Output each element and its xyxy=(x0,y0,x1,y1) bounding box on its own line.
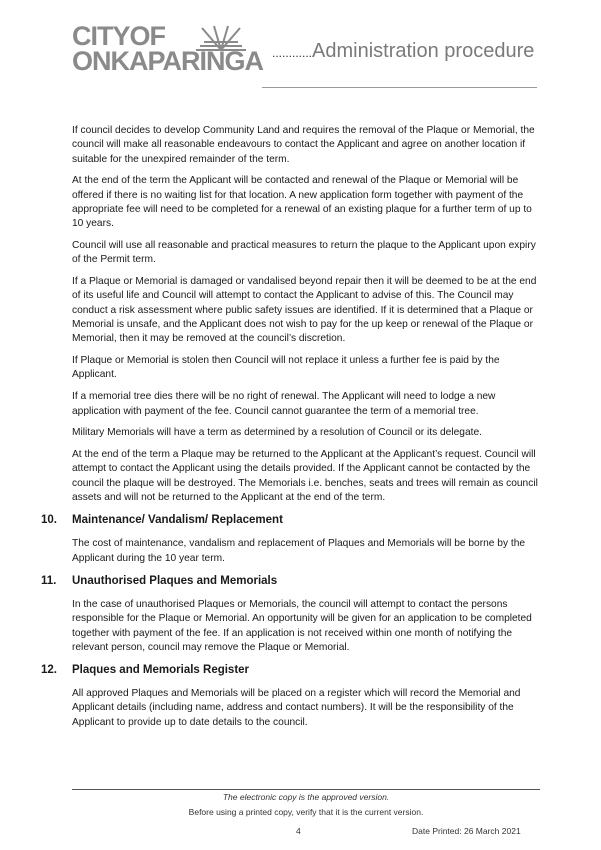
paragraph: If a memorial tree dies there will be no right of renewal. The Applicant will need to lodge a new application with payment of the fee. Council cannot guarantee the term of a memorial tree. xyxy=(72,391,496,417)
section-number: 10. xyxy=(41,514,57,527)
section-body: The cost of maintenance, vandalism and replacement of Plaques and Memorials will be borne by the Applicant during the 10 year term. xyxy=(72,538,526,564)
section-register xyxy=(41,663,540,730)
section-number: 12. xyxy=(41,664,57,677)
section-heading xyxy=(41,574,540,589)
paragraph: At the end of the term a Plaque may be returned to the Applicant at the Applicant’s request. Council will attempt to contact the Applicant using the details provided. If the Applicant cannot be contacted by the council the plaque will be destroyed. The Memorials i.e. benches, seats and trees will remain as council assets and will not be returned to the Applicant at the end of the term. xyxy=(72,449,538,504)
section-maintenance xyxy=(41,513,540,566)
logo-sunrise-icon xyxy=(192,24,250,52)
header-divider xyxy=(262,87,537,88)
section-title: Plaques and Memorials Register xyxy=(72,664,250,677)
page-header xyxy=(0,0,601,95)
header-title xyxy=(272,40,534,63)
logo-line-2: ONKAPARINGA xyxy=(72,46,263,76)
paragraph: If Plaque or Memorial is stolen then Council will not replace it unless a further fee is paid by the Applicant. xyxy=(72,355,500,381)
electronic-copy-note: The electronic copy is the approved version. xyxy=(222,792,390,802)
paragraph: If a Plaque or Memorial is damaged or vandalised beyond repair then it will be deemed to be at the end of its useful life and Council will attempt to contact the Applicant to advise of this. The Council may conduct a risk assessment where public safety issues are identified. If it is determined that a Plaque or Memorial is unsafe, and the Applicant does not wish to pay for the up keep or renewal of the Plaque or Memorial, then it may be removed at the council’s discretion. xyxy=(72,276,537,345)
section-number: 11. xyxy=(41,574,57,587)
section-title: Maintenance/ Vandalism/ Replacement xyxy=(72,514,283,527)
section-title: Unauthorised Plaques and Memorials xyxy=(72,574,278,587)
city-of-onkaparinga-logo xyxy=(72,21,263,80)
section-body: All approved Plaques and Memorials will be placed on a register which will record the Memorial and Applicant details (including name, address and contact numbers). It will be the responsibility of the Applicant to provide up to date details to the council. xyxy=(72,688,521,728)
section-body: In the case of unauthorised Plaques or Memorials, the council will attempt to contact the persons responsible for the Plaque or Memorial. An opportunity will be given for an application to be completed together with payment of the fee. If an application is not received within one month of notifying the relevant person, council may remove the Plaque or Memorial. xyxy=(72,598,532,653)
header-leader-dots: ............ xyxy=(272,46,313,60)
document-body xyxy=(41,124,540,738)
logo-line-1: CITYOF xyxy=(72,21,165,51)
paragraph: If council decides to develop Community Land and requires the removal of the Plaque or Memorial, the council will make all reasonable endeavours to contact the Applicant and agree on another location if suitable for the unexpired remainder of the term. xyxy=(72,125,535,165)
document-type-title: Administration procedure xyxy=(312,40,535,62)
section-unauthorised xyxy=(41,574,540,655)
section-heading xyxy=(41,513,540,528)
section-heading xyxy=(41,663,540,678)
printed-copy-note: Before using a printed copy, verify that it is the current version. xyxy=(188,807,424,817)
footer-divider xyxy=(72,789,540,790)
paragraph: Council will use all reasonable and practical measures to return the plaque to the Applicant upon expiry of the Permit term. xyxy=(72,240,536,266)
paragraph: At the end of the term the Applicant will be contacted and renewal of the Plaque or Memorial will be offered if there is no waiting list for that location. A new application form together with payment of the appropriate fee will need to be completed for a renewal of an existing plaque for a further term of up to 10 years. xyxy=(72,175,532,230)
paragraph: Military Memorials will have a term as determined by a resolution of Council or its delegate. xyxy=(72,427,482,439)
page-number: 4 xyxy=(296,826,301,836)
date-printed: Date Printed: 26 March 2021 xyxy=(412,826,521,836)
